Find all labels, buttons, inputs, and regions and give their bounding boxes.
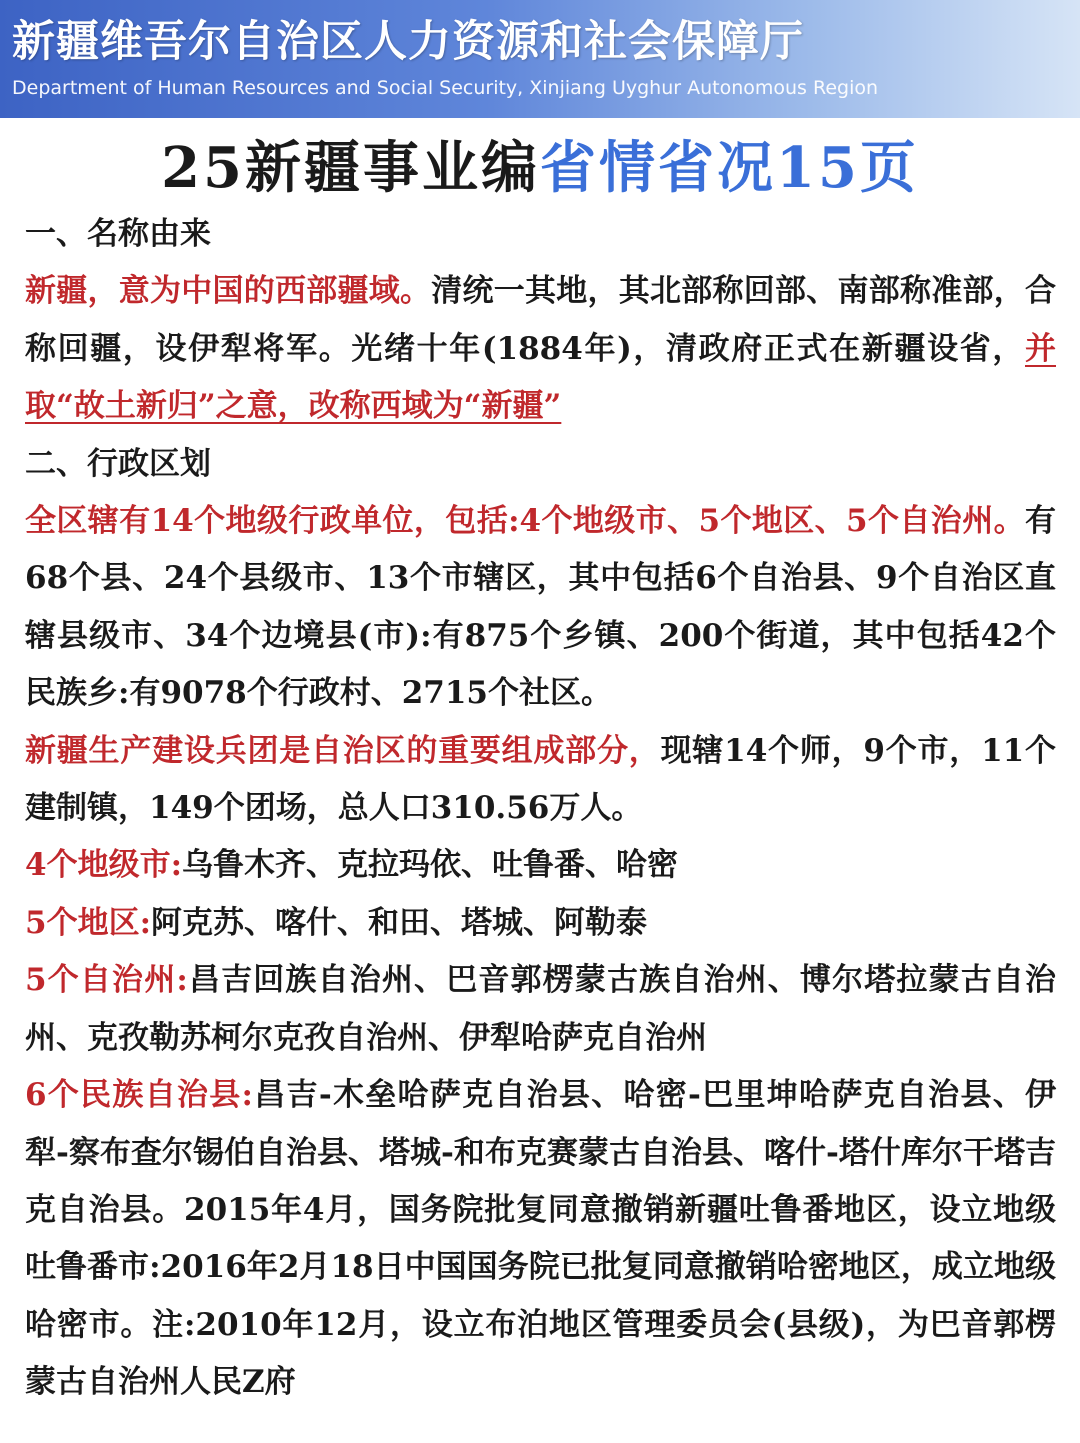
section2-paragraph-6 [25,1067,1056,1411]
document-body [0,206,1080,1412]
page-title [0,136,1080,200]
section2-p1-red: 全区辖有14个地级行政单位，包括:4个地级市、5个地区、5个自治州。 [25,503,1025,540]
title-part-dark: 25新疆事业编 [161,135,540,201]
section2-p6-red: 6个民族自治县: [25,1077,253,1114]
section2-p2-red: 新疆生产建设兵团是自治区的重要组成部分， [25,732,661,769]
section2-paragraph-5 [25,952,1056,1067]
section2-p1-text: 有68个县、24个县级市、13个市辖区，其中包括6个自治县、9个自治区直辖县级市、34个边境县(市):有875个乡镇、200个街道，其中包括42个民族乡:有9078个行政村、2715个社区。 [25,503,1056,712]
section1-body-text: 清统一其地，其北部称回部、南部称准部，合称回疆，设伊犁将军。光绪十年(1884年)，清政府正式在新疆设省， [25,273,1056,367]
section2-p4-text: 阿克苏、喀什、和田、塔城、阿勒泰 [151,904,648,941]
section2-p5-text: 昌吉回族自治州、巴音郭楞蒙古族自治州、博尔塔拉蒙古自治州、克孜勒苏柯尔克孜自治州、伊犁哈萨克自治州 [25,962,1056,1056]
section2-heading: 二、行政区划 [25,445,211,482]
banner-title-en: Department of Human Resources and Social Security, Xinjiang Uyghur Autonomous Region [12,77,879,99]
section1-red-text: 新疆，意为中国的西部疆域。 [25,273,432,310]
section2-paragraph-2 [25,723,1056,838]
section2-p3-red: 4个地级市: [25,847,183,884]
header-banner [0,0,1080,118]
section2-p5-red: 5个自治州: [25,962,188,999]
section1-heading: 一、名称由来 [25,216,211,252]
banner-title-cn: 新疆维吾尔自治区人力资源和社会保障厅 [12,17,804,67]
section2-paragraph-4 [25,895,1056,952]
section2-p4-red: 5个地区: [25,904,152,941]
section1-paragraph [25,263,1056,435]
section2-p3-text: 乌鲁木齐、克拉玛依、吐鲁番、哈密 [182,847,679,884]
section2-p2-text: 现辖14个师，9个市，11个建制镇，149个团场，总人口310.56万人。 [25,732,1056,827]
section2-paragraph-1 [25,493,1056,723]
section2-paragraph-3 [25,837,1056,894]
section1-underline-text: 并取“故土新归”之意，改称西域为“新疆” [25,330,1056,425]
section2-p6-text: 昌吉-木垒哈萨克自治县、哈密-巴里坤哈萨克自治县、伊犁-察布查尔锡伯自治县、塔城-和布克赛蒙古自治县、喀什-塔什库尔干塔吉克自治县。2015年4月，国务院批复同意撤销新疆吐鲁番地区，设立地级吐鲁番市:2016年2月18日中国国务院已批复同意撤销哈密地区，成立地级哈密市。注:2010年12月，设立布泊地区管理委员会(县级)，为巴音郭楞蒙古自治州人民Z府 [25,1077,1057,1401]
title-part-highlight: 省情省况15页 [540,135,919,201]
